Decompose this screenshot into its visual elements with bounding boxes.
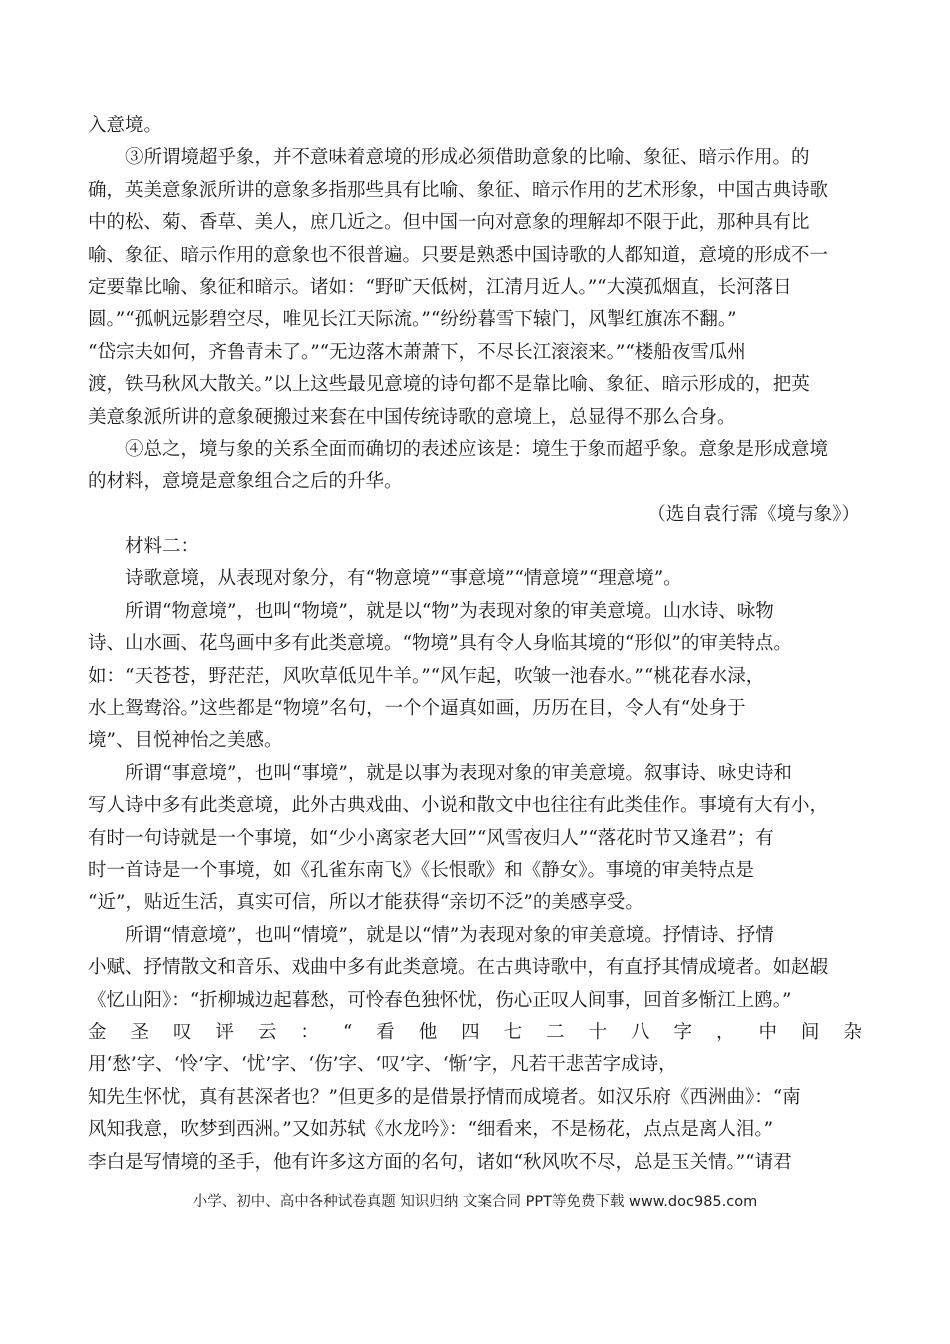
text-char: 他 xyxy=(418,1021,438,1043)
text-line: 有时一句诗就是一个事境，如“少小离家老大回”“风雪夜归人”“落花时节又逢君”；有 xyxy=(88,827,774,849)
text-line: 用‘愁’字、‘怜’字、‘忧’字、‘伤’字、‘叹’字、‘惭’字，凡若干悲苦字成诗， xyxy=(88,1054,677,1076)
text-line: 风知我意，吹梦到西洲。”又如苏轼《水龙吟》：“细看来，不是杨花，点点是离人泪。” xyxy=(88,1119,774,1141)
text-line: 如：“天苍苍，野茫茫，风吹草低见牛羊。”“风乍起，吹皱一池春水。”“桃花春水渌， xyxy=(88,665,765,687)
text-line: 渡，铁马秋风大散关。”以上这些最见意境的诗句都不是靠比喻、象征、暗示形成的，把英 xyxy=(88,374,810,396)
paragraph-wu-jing-start: 所谓“物意境”，也叫“物境”，就是以“物”为表现对象的审美意境。山水诗、咏物 xyxy=(125,600,774,622)
text-line: 诗、山水画、花鸟画中多有此类意境。“物境”具有令人身临其境的“形似”的审美特点。 xyxy=(88,633,792,655)
text-line: 喻、象征、暗示作用的意象也不很普遍。只要是熟悉中国诗歌的人都知道，意境的形成不一 xyxy=(88,244,829,266)
text-char: ， xyxy=(715,1021,735,1043)
text-char: 八 xyxy=(631,1021,650,1043)
text-char: 字 xyxy=(673,1021,693,1043)
text-char: “ xyxy=(342,1021,353,1043)
text-line: 中的松、菊、香草、美人，庶几近之。但中国一向对意象的理解却不限于此，那种具有比 xyxy=(88,212,810,234)
text-line: 小赋、抒情散文和音乐、戏曲中多有此类意境。在古典诗歌中，有直抒其情成境者。如赵嘏 xyxy=(88,957,829,979)
text-char: 中 xyxy=(758,1021,777,1043)
text-char: 金 xyxy=(88,1021,107,1043)
paragraph-shi-jing-start: 所谓“事意境”，也叫“事境”，就是以事为表现对象的审美意境。叙事诗、咏史诗和 xyxy=(125,762,792,784)
text-char: 七 xyxy=(503,1021,523,1043)
text-char: 评 xyxy=(215,1021,234,1043)
text-line: 圆。”“孤帆远影碧空尽，唯见长江天际流。”“纷纷暮雪下辕门，风掣红旗冻不翻。” xyxy=(88,309,737,331)
text-line: “岱宗夫如何，齐鲁青未了。”“无边落木萧萧下，不尽长江滚滚来。”“楼船夜雪瓜州 xyxy=(88,341,746,363)
text-line: 境”、目悦神怡之美感。 xyxy=(88,730,283,752)
text-line: 写人诗中多有此类意境，此外古典戏曲、小说和散文中也往往有此类佳作。事境有大有小， xyxy=(88,795,829,817)
paragraph-intro: 诗歌意境，从表现对象分，有“物意境”“事意境”“情意境”“理意境”。 xyxy=(125,568,682,590)
text-char: 二 xyxy=(546,1021,565,1043)
text-char: ： xyxy=(300,1021,319,1043)
text-line: 水上鸳鸯浴。”这些都是“物境”名句，一个个逼真如画，历历在目，令人有“处身于 xyxy=(88,698,746,720)
text-char: 十 xyxy=(588,1021,608,1043)
text-line: 时一首诗是一个事境，如《孔雀东南飞》《长恨歌》和《静女》。事境的审美特点是 xyxy=(88,859,755,881)
source-citation: （选自袁行霈《境与象》） xyxy=(647,503,860,525)
document-body xyxy=(88,110,862,1179)
text-line: 美意象派所讲的意象硬搬过来套在中国传统诗歌的意境上，总显得不那么合身。 xyxy=(88,406,736,428)
page-footer: 小学、初中、高中各种试卷真题 知识归纳 文案合同 PPT等免费下载 www.doc985.com xyxy=(192,1194,758,1210)
text-line: 李白是写情境的圣手，他有许多这方面的名句，诸如“秋风吹不尽，总是玉关情。”“请君 xyxy=(88,1151,792,1173)
text-line: 确，英美意象派所讲的意象多指那些具有比喻、象征、暗示作用的艺术形象，中国古典诗歌 xyxy=(88,179,829,201)
text-line: 《忆山阳》：“折柳城边起暮愁，可怜春色独怀忧，伤心正叹人间事，回首多惭江上鸥。” xyxy=(88,989,792,1011)
text-line: “近”，贴近生活，真实可信，所以才能获得“亲切不泛”的美感享受。 xyxy=(88,892,644,914)
text-char: 圣 xyxy=(130,1021,149,1043)
text-char: 云 xyxy=(257,1021,277,1043)
text-line: 的材料，意境是意象组合之后的升华。 xyxy=(88,471,403,493)
paragraph-3-start: ③所谓境超乎象，并不意味着意境的形成必须借助意象的比喻、象征、暗示作用。的 xyxy=(125,147,810,169)
text-line: 定要靠比喻、象征和暗示。诸如：“野旷天低树，江清月近人。”“大漠孤烟直，长河落日 xyxy=(88,276,792,298)
text-char: 看 xyxy=(376,1021,395,1043)
text-char: 杂 xyxy=(843,1021,862,1043)
text-line: 入意境。 xyxy=(88,115,163,136)
text-line: 知先生怀忧，真有甚深者也？”但更多的是借景抒情而成境者。如汉乐府《西洲曲》：“南 xyxy=(88,1086,801,1108)
justified-text-line xyxy=(88,1017,862,1049)
text-char: 四 xyxy=(461,1021,480,1043)
paragraph-4-start: ④总之，境与象的关系全面而确切的表述应该是：境生于象而超乎象。意象是形成意境 xyxy=(125,438,829,460)
text-char: 叹 xyxy=(172,1021,192,1043)
paragraph-qing-jing-start: 所谓“情意境”，也叫“情境”，就是以“情”为表现对象的审美意境。抒情诗、抒情 xyxy=(125,924,774,946)
section-heading-material-2: 材料二： xyxy=(125,536,200,558)
text-char: 间 xyxy=(800,1021,820,1043)
